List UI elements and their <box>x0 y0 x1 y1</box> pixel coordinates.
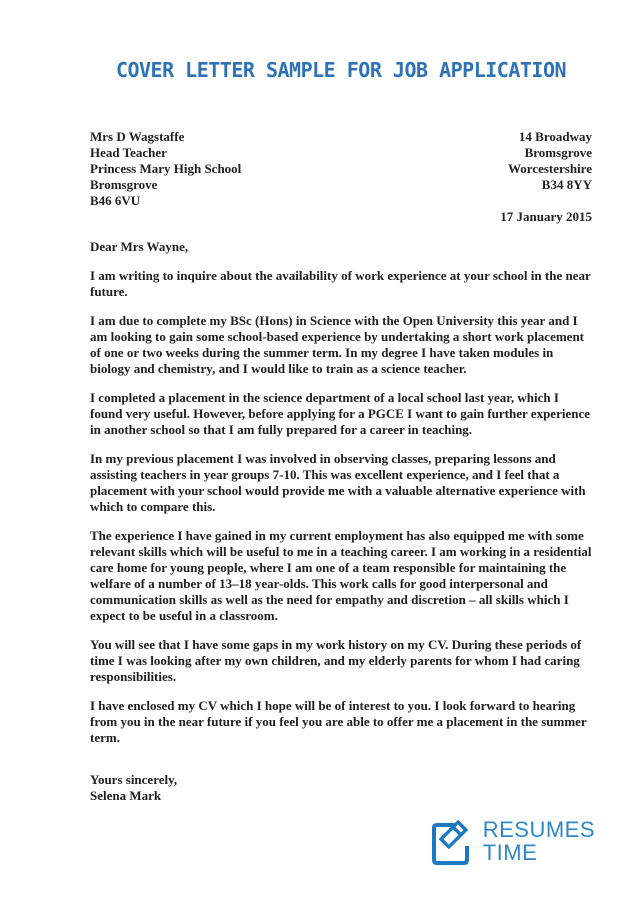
pencil-square-icon <box>426 816 472 868</box>
address-block <box>90 129 592 209</box>
page-title: COVER LETTER SAMPLE FOR JOB APPLICATION <box>115 58 567 82</box>
signature-name: Selena Mark <box>90 788 162 803</box>
recipient-address <box>90 129 241 209</box>
paragraph-4: In my previous placement I was involved in observing classes, preparing lessons and assisting teachers in year groups 7-10. This was excellent experience, and I feel that a placement with your school would provide me with a valuable alternative experience with which to compare this. <box>90 451 586 514</box>
recipient-line: Mrs D Wagstaffe <box>90 129 185 144</box>
salutation: Dear Mrs Wayne, <box>90 239 189 254</box>
sender-line: 14 Broadway <box>518 129 592 144</box>
sender-line: Worcestershire <box>508 161 592 176</box>
recipient-line: B46 6VU <box>90 193 141 208</box>
recipient-line: Princess Mary High School <box>90 161 242 176</box>
valediction: Yours sincerely, <box>90 772 178 787</box>
paragraph-5: The experience I have gained in my current employment has also equipped me with some relevant skills which will be useful to me in a teaching career. I am working in a residential care home for young people, where I am one of a team responsible for maintaining the welfare of a number of 13–18 year-olds. This work calls for good interpersonal and communication skills as well as the need for empathy and discretion – all skills which I expect to be useful in a classroom. <box>90 528 592 623</box>
paragraph-6: You will see that I have some gaps in my work history on my CV. During these periods of time I was looking after my own children, and my elderly parents for whom I had caring responsibilities. <box>90 637 582 684</box>
closing-block <box>90 772 592 804</box>
sender-address <box>508 129 592 209</box>
letter-date: 17 January 2015 <box>500 209 592 224</box>
paragraph-1: I am writing to inquire about the availability of work experience at your school in the near future. <box>90 268 591 299</box>
sender-line: B34 8YY <box>541 177 592 192</box>
recipient-line: Bromsgrove <box>90 177 158 192</box>
paragraph-2: I am due to complete my BSc (Hons) in Science with the Open University this year and I am looking to gain some school-based experience by undertaking a short work placement of one or two weeks during the summer term. In my degree I have taken modules in biology and chemistry, and I would like to train as a science teacher. <box>90 313 584 376</box>
recipient-line: Head Teacher <box>90 145 167 160</box>
paragraph-7: I have enclosed my CV which I hope will be of interest to you. I look forward to hearing from you in the near future if you feel you are able to offer me a placement in the summer term. <box>90 698 587 745</box>
sender-line: Bromsgrove <box>524 145 592 160</box>
logo-text-resumes: RESUMES <box>482 817 595 842</box>
logo-text-time: TIME <box>482 840 538 865</box>
logo-wordmark <box>483 818 595 864</box>
paragraph-3: I completed a placement in the science department of a local school last year, which I found very useful. However, before applying for a PGCE I want to gain further experience in another school so that I am fully prepared for a career in teaching. <box>90 390 590 437</box>
resumestime-logo[interactable] <box>426 816 595 868</box>
